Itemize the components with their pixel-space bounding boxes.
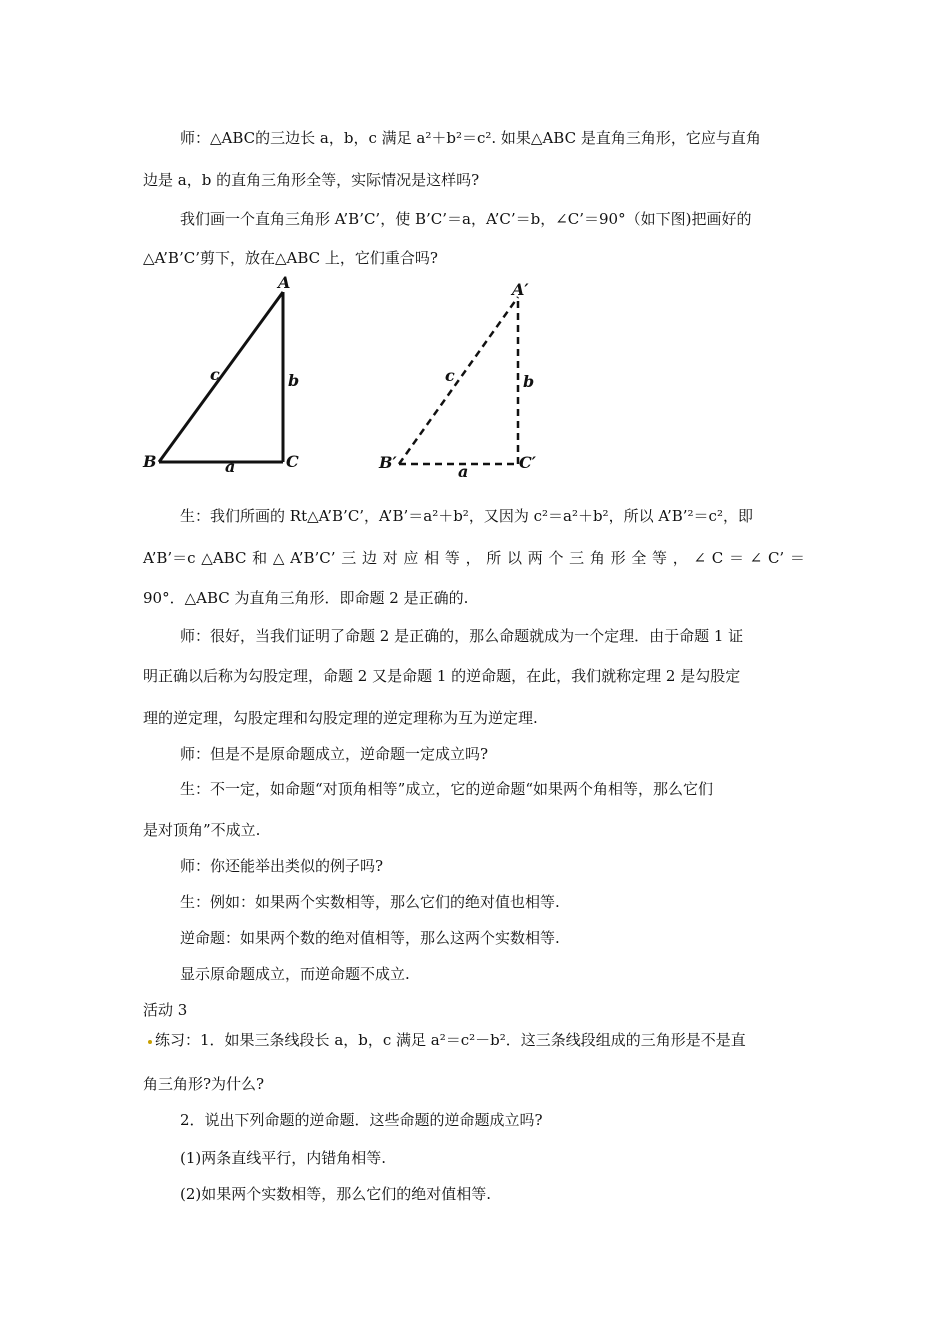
exercise-1-line1: 练习：1．如果三条线段长 a，b，c 满足 a²＝c²－b²．这三条线段组成的三角形是不是直 xyxy=(155,1031,746,1049)
paragraph-teacher-theorem-line2: 明正确以后称为勾股定理，命题 2 又是命题 1 的逆命题，在此，我们就称定理 2 是勾股定 xyxy=(143,667,741,685)
proof-segment: ＝ xyxy=(728,549,744,567)
exercise-2-prompt: 2．说出下列命题的逆命题．这些命题的逆命题成立吗? xyxy=(180,1111,543,1129)
heading-activity-3: 活动 3 xyxy=(143,1001,188,1019)
paragraph-conclusion: 显示原命题成立，而逆命题不成立. xyxy=(180,965,410,983)
proof-segment: ， xyxy=(465,549,481,567)
proof-segment: 角 xyxy=(589,549,605,567)
proof-segment: ， xyxy=(672,549,688,567)
side-c-prime xyxy=(399,297,518,464)
label-vertex-a: A xyxy=(278,273,291,292)
paragraph-draw-triangle-line2: △A’B’C’剪下，放在△ABC 上，它们重合吗? xyxy=(143,249,438,267)
proof-segment: C’ xyxy=(767,549,785,567)
label-vertex-a-prime: A′ xyxy=(512,280,529,299)
proof-segment: 三 xyxy=(341,549,357,567)
exercise-2-item-2: (2)如果两个实数相等，那么它们的绝对值相等. xyxy=(180,1185,492,1203)
proof-segment: A’B’C’ xyxy=(290,549,336,567)
proof-segment: 三 xyxy=(569,549,585,567)
exercise-2-item-1: (1)两条直线平行，内错角相等. xyxy=(180,1149,387,1167)
proof-segment: 形 xyxy=(610,549,626,567)
label-vertex-c: C xyxy=(286,452,299,471)
proof-segment: 边 xyxy=(361,549,377,567)
label-side-c: c xyxy=(210,365,220,384)
label-vertex-b: B xyxy=(143,452,157,471)
proof-segment: ＝ xyxy=(789,549,805,567)
paragraph-student-counterexample-line2: 是对顶角”不成立. xyxy=(143,821,261,839)
proof-segment: 等 xyxy=(444,549,460,567)
proof-segment: ∠ xyxy=(693,549,707,567)
proof-segment: △ xyxy=(272,549,285,567)
paragraph-teacher-converse-question: 师：但是不是原命题成立，逆命题一定成立吗? xyxy=(180,745,489,763)
marker-dot xyxy=(148,1040,152,1044)
label-side-b-prime: b xyxy=(523,372,535,391)
proof-segment: △ABC xyxy=(201,549,247,567)
proof-segment: 所 xyxy=(486,549,502,567)
label-side-c-prime: c xyxy=(445,366,455,385)
proof-segment: 相 xyxy=(424,549,440,567)
proof-segment: ∠ xyxy=(749,549,763,567)
paragraph-teacher-theorem-line3: 理的逆定理，勾股定理和勾股定理的逆定理称为互为逆定理. xyxy=(143,709,538,727)
side-c xyxy=(159,292,283,462)
label-side-a: a xyxy=(225,457,236,476)
paragraph-student-proof-line2 xyxy=(143,548,805,568)
proof-segment: 等 xyxy=(652,549,668,567)
paragraph-student-counterexample-line1: 生：不一定，如命题“对顶角相等”成立，它的逆命题“如果两个角相等，那么它们 xyxy=(180,780,714,798)
paragraph-student-proof-line3: 90°．△ABC 为直角三角形．即命题 2 是正确的. xyxy=(143,589,469,607)
label-side-b: b xyxy=(288,371,300,390)
proof-segment: 两 xyxy=(527,549,543,567)
paragraph-draw-triangle-line1: 我们画一个直角三角形 A’B’C’，使 B’C’＝a，A’C’＝b，∠C’＝90°（如下图)把画好的 xyxy=(180,210,752,228)
triangle-abc xyxy=(159,292,283,462)
paragraph-converse-statement: 逆命题：如果两个数的绝对值相等，那么这两个实数相等. xyxy=(180,929,560,947)
proof-segment: A’B’＝c xyxy=(143,549,196,567)
triangle-a-prime-b-prime-c-prime xyxy=(399,297,518,464)
paragraph-student-example: 生：例如：如果两个实数相等，那么它们的绝对值也相等. xyxy=(180,893,560,911)
proof-segment: 应 xyxy=(403,549,419,567)
proof-segment: 对 xyxy=(382,549,398,567)
paragraph-teacher-example-prompt: 师：你还能举出类似的例子吗? xyxy=(180,857,384,875)
paragraph-teacher-question-line1: 师：△ABC的三边长 a，b，c 满足 a²＋b²＝c². 如果△ABC 是直角三角形，它应与直角 xyxy=(180,129,761,147)
proof-segment: 和 xyxy=(252,549,268,567)
proof-segment: 个 xyxy=(548,549,564,567)
label-vertex-c-prime: C′ xyxy=(519,453,536,472)
label-vertex-b-prime: B′ xyxy=(379,453,397,472)
triangle-figure xyxy=(140,272,560,482)
label-side-a-prime: a xyxy=(458,462,469,481)
paragraph-teacher-question-line2: 边是 a，b 的直角三角形全等，实际情况是这样吗? xyxy=(143,171,480,189)
proof-segment: 全 xyxy=(631,549,647,567)
proof-segment: 以 xyxy=(507,549,523,567)
proof-segment: C xyxy=(711,549,724,567)
paragraph-teacher-theorem-line1: 师：很好，当我们证明了命题 2 是正确的，那么命题就成为一个定理．由于命题 1 证 xyxy=(180,627,744,645)
exercise-1-line2: 角三角形?为什么? xyxy=(143,1075,265,1093)
paragraph-student-proof-line1: 生：我们所画的 Rt△A’B’C’，A’B’＝a²＋b²，又因为 c²＝a²＋b²，所以 A’B’²＝c²，即 xyxy=(180,507,753,525)
